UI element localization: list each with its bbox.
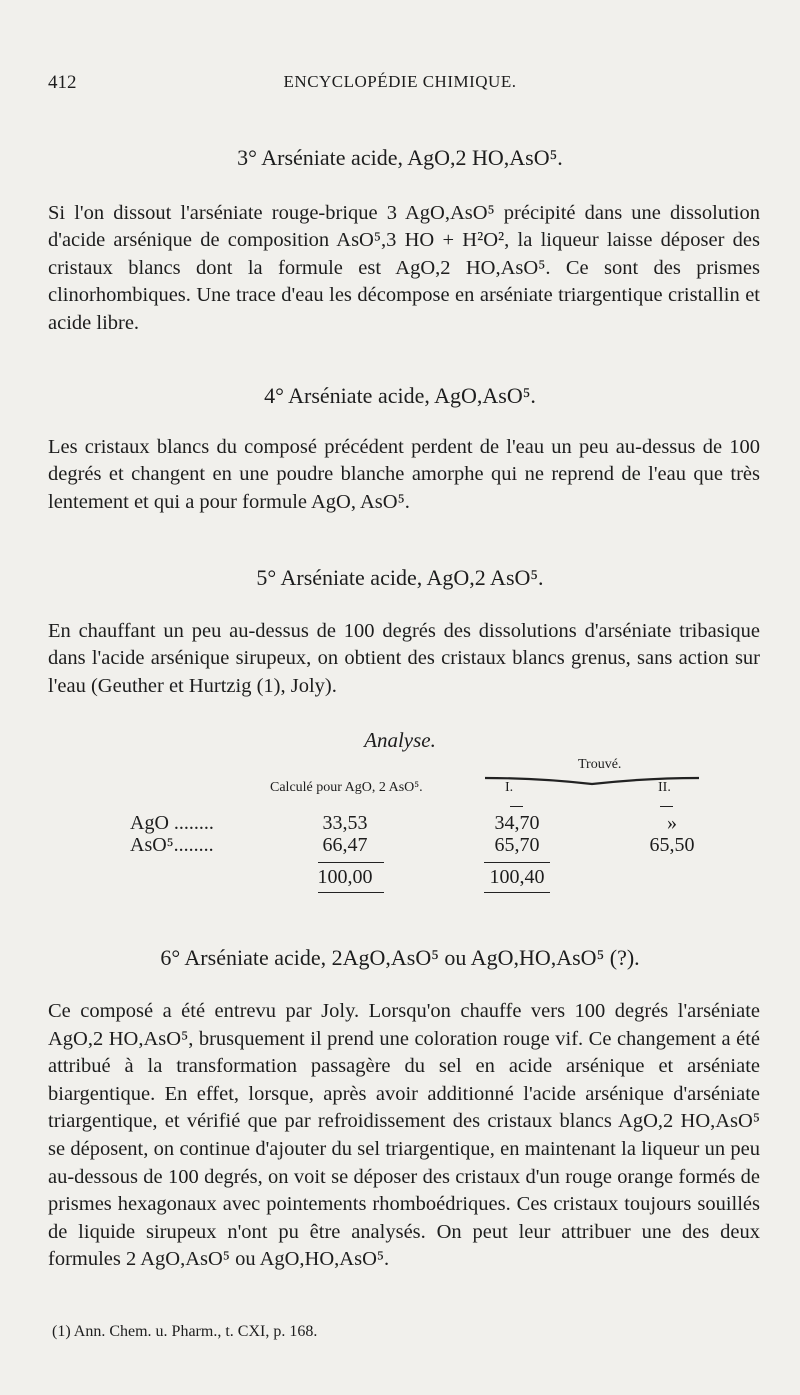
row-calc: 33,53 bbox=[322, 812, 368, 834]
page-header bbox=[48, 72, 752, 96]
calc-total: 100,00 bbox=[317, 866, 373, 888]
section-6-paragraph: Ce composé a été entrevu par Joly. Lorsqu'on chauffe vers 100 degrés l'arséniate AgO,2 HO,AsO⁵, brusquement il prend une coloration rouge vif. Ce changement a été attribué à la transformation passagère du sel en acide arsénique et arséniate biargentique. En effet, lorsque, après avoir additionné l'acide arsénique d'arséniate triargentique, et vérifié que par refroidissement des cristaux blancs AgO,2 HO,AsO⁵ se déposent, on continue d'ajouter du sel triargentique, en maintenant la liqueur un peu au-dessous de 100 degrés, on voit se déposer des cristaux d'un rouge orange formés de prismes hexagonaux avec pointements rhomboédriques. Ces cristaux toujours souillés de liquide sirupeux n'ont pu être analysés. On peut leur attribuer une des deux formules 2 AgO,AsO⁵ ou AgO,HO,AsO⁵. bbox=[48, 1000, 760, 1271]
analysis-title: Analyse. bbox=[364, 728, 436, 752]
row-calc: 66,47 bbox=[322, 834, 368, 856]
calc-bottom-rule bbox=[318, 892, 384, 893]
footnote: (1) Ann. Chem. u. Pharm., t. CXI, p. 168. bbox=[52, 1323, 318, 1340]
row-ii: » bbox=[667, 812, 677, 834]
column-i-total-rule bbox=[484, 862, 550, 863]
column-i-total: 100,40 bbox=[489, 866, 545, 888]
row-ii: 65,50 bbox=[649, 834, 695, 856]
section-4-title: 4° Arséniate acide, AgO,AsO⁵. bbox=[264, 383, 536, 408]
section-3-paragraph: Si l'on dissout l'arséniate rouge-brique 3 AgO,AsO⁵ précipité dans une dissolution d'acide arsénique de composition AsO⁵,3 HO + H²O², la liqueur laisse déposer des cristaux blancs dont la formule est AgO,2 HO,AsO⁵. Ce sont des prismes clinorhombiques. Une trace d'eau les décompose en arséniate triargentique cristallin et acide libre. bbox=[48, 202, 760, 334]
section-5-title: 5° Arséniate acide, AgO,2 AsO⁵. bbox=[256, 565, 544, 590]
column-i-rule bbox=[510, 806, 523, 807]
row-label: AgO ........ bbox=[130, 812, 214, 834]
column-ii-header: II. bbox=[658, 780, 671, 795]
row-label: AsO⁵........ bbox=[130, 834, 214, 856]
calc-column-header: Calculé pour AgO, 2 AsO⁵. bbox=[270, 780, 423, 795]
calc-total-rule bbox=[318, 862, 384, 863]
section-5-paragraph: En chauffant un peu au-dessus de 100 degrés des dissolutions d'arséniate tribasique dans l'acide arsénique sirupeux, on obtient des cristaux blancs grenus, sans action sur l'eau (Geuther et Hurtzig (1), Joly). bbox=[48, 620, 760, 697]
running-title: ENCYCLOPÉDIE CHIMIQUE. bbox=[283, 72, 517, 91]
page-number: 412 bbox=[48, 72, 77, 93]
column-ii-rule bbox=[660, 806, 673, 807]
row-i: 34,70 bbox=[494, 812, 540, 834]
section-3-title: 3° Arséniate acide, AgO,2 HO,AsO⁵. bbox=[237, 145, 563, 170]
row-i: 65,70 bbox=[494, 834, 540, 856]
column-i-header: I. bbox=[505, 780, 514, 795]
section-6-title: 6° Arséniate acide, 2AgO,AsO⁵ ou AgO,HO,AsO⁵ (?). bbox=[160, 945, 640, 970]
section-4-paragraph: Les cristaux blancs du composé précédent perdent de l'eau un peu au-dessus de 100 degrés et changent en une poudre blanche amorphe qui ne reprend de l'eau que très lentement et qui a pour formule AgO, AsO⁵. bbox=[48, 436, 760, 513]
found-label: Trouvé. bbox=[578, 757, 622, 772]
column-i-bottom-rule bbox=[484, 892, 550, 893]
